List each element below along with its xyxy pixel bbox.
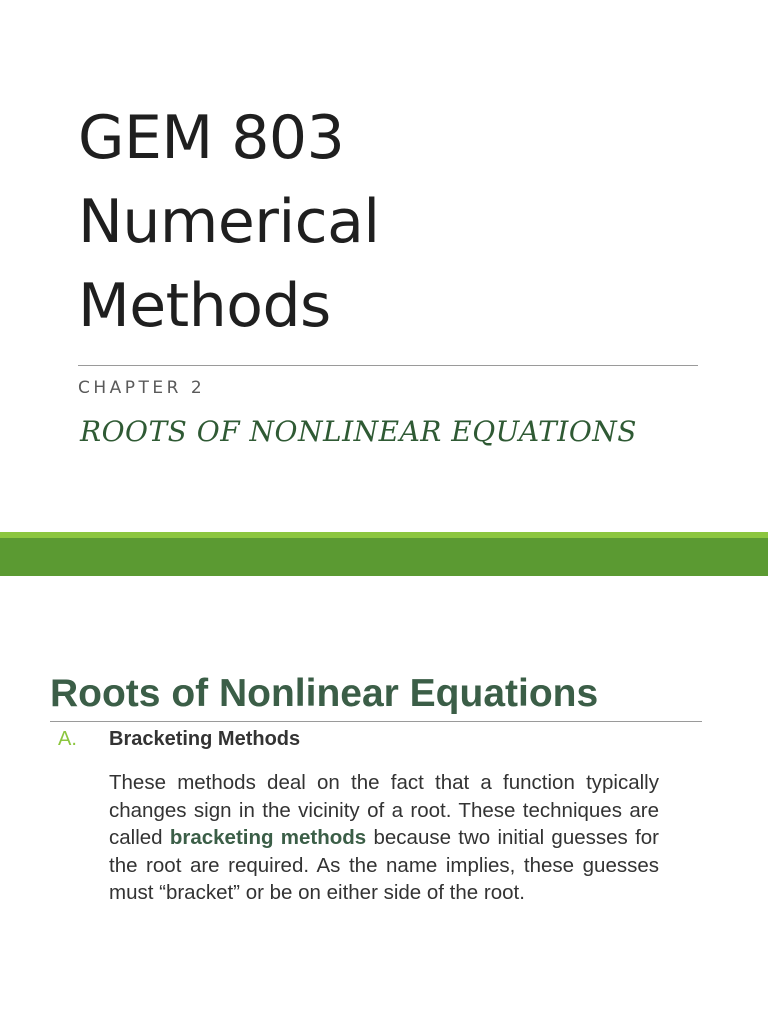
chapter-label: CHAPTER 2 (78, 378, 206, 398)
title-line-1: GEM 803 (78, 103, 345, 173)
list-item-title: Bracketing Methods (109, 728, 301, 750)
paragraph-text-1: These methods deal on the fact that a function typically changes sign in the vicinity of a root. These techniques are called (109, 771, 659, 850)
chapter-subtitle: ROOTS OF NONLINEAR EQUATIONS (80, 415, 637, 448)
body-paragraph (109, 769, 659, 907)
title-line-2: Numerical (78, 187, 380, 257)
accent-bar-dark (0, 538, 768, 576)
heading-divider (50, 721, 702, 722)
paragraph-text-2: because two initial guesses for the root are required. As the name implies, these guesses must “bracket” or be on either side of the root. (109, 826, 659, 905)
paragraph-keyword: bracketing methods (169, 826, 367, 850)
title-line-3: Methods (78, 271, 331, 341)
slide-heading: Roots of Nonlinear Equations (50, 672, 599, 715)
list-marker: A. (58, 728, 77, 750)
content-slide (0, 576, 768, 1024)
title-divider (78, 365, 698, 366)
